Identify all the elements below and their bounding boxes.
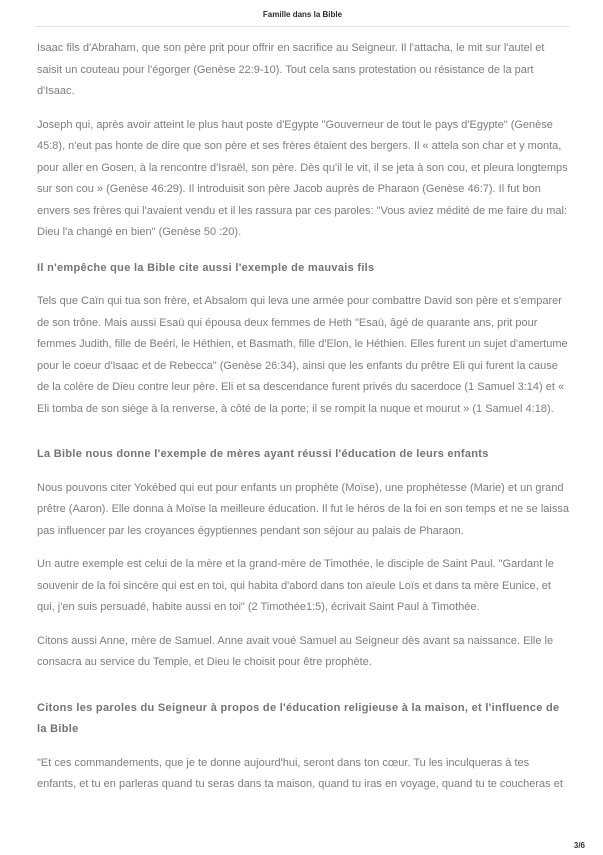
paragraph: Isaac fils d'Abraham, que son père prit pour offrir en sacrifice au Seigneur. Il l'attacha, le mit sur l'autel et saisit un couteau pour l'égorger (Genèse 22:9-10). Tout cela sans protestation ou résistance de la part d'Isaac.	[37, 42, 545, 97]
paragraph: Tels que Caïn qui tua son frère, et Absalom qui leva une armée pour combattre David son père et s'emparer de son trône. Mais aussi Esaü qui épousa deux femmes de Heth "Esaü, âgé de quarante ans, prit pour femmes Judith, fille de Beéri, le Héthien, et Basmath, fille d'Elon, le Héthien. Elles furent un sujet d'amertume pour le coeur d'Isaac et de Rebecca" (Genèse 26:34), ainsi que les enfants du prêtre Eli qui furent la cause de la colère de Dieu contre leur père. Eli et sa descendance furent privés du sacerdoce (1 Samuel 3:14) et « Eli tomba de son siège à la renverse, à côté de la porte; il se rompit la nuque et mourut » (1 Samuel 4:18).	[37, 295, 568, 415]
page-number: 3/6	[573, 841, 585, 850]
section-heading: Citons les paroles du Seigneur à propos de l'éducation religieuse à la maison, et l'influence de la Bible	[37, 701, 560, 735]
document-title: Famille dans la Bible	[262, 10, 343, 19]
section-heading: La Bible nous donne l'exemple de mères ayant réussi l'éducation de leurs enfants	[37, 448, 489, 460]
paragraph: Un autre exemple est celui de la mère et la grand-mère de Timothée, le disciple de Saint Paul. "Gardant le souvenir de la foi sincère qui est en toi, qui habita d'abord dans ton aïeule Loïs et dans ta mère Eunice, et qui, j'en suis persuadé, habite aussi en toi" (2 Timothée1:5), écrivait Saint Paul à Timothée.	[37, 558, 554, 613]
section-heading: Il n'empêche que la Bible cite aussi l'exemple de mauvais fils	[37, 261, 375, 274]
paragraph: Citons aussi Anne, mère de Samuel. Anne avait voué Samuel au Seigneur dès avant sa naissance. Elle le consacra au service du Temple, et Dieu le choisit pour être prophète.	[37, 634, 554, 668]
paragraph: Joseph qui, après avoir atteint le plus haut poste d'Egypte "Gouverneur de tout le pays d'Egypte" (Genèse 45:8), n'eut pas honte de dire que son père et ses frères étaient des bergers. Il « attela son char et y monta, pour aller en Gosen, à la rencontre d'Israël, son père. Dès qu'il le vit, il se jeta à son cou, et pleura longtemps sur son cou » (Genèse 46:29). Il introduisit son père Jacob auprès de Pharaon (Genèse 46:7). Il fut bon envers ses frères qui l'avaient vendu et il les rassura par ces paroles: "Vous aviez médité de me faire du mal: Dieu l'a changé en bien" (Genèse 50 :20).	[37, 118, 568, 238]
page-footer	[574, 841, 585, 850]
page-header	[35, 10, 570, 27]
paragraph: "Et ces commandements, que je te donne aujourd'hui, seront dans ton cœur. Tu les inculqueras à tes enfants, et tu en parleras quand tu seras dans ta maison, quand tu iras en voyage, quand tu te coucheras et	[37, 756, 563, 790]
document-body	[37, 38, 570, 808]
paragraph: Nous pouvons citer Yokébed qui eut pour enfants un prophète (Moïse), une prophétesse (Marie) et un grand prêtre (Aaron). Elle donna à Moïse la meilleure éducation. Il fut le héros de la foi en son temps et ne se laissa pas influencer par les croyances égyptiennes pendant son séjour au palais de Pharaon.	[37, 481, 569, 537]
